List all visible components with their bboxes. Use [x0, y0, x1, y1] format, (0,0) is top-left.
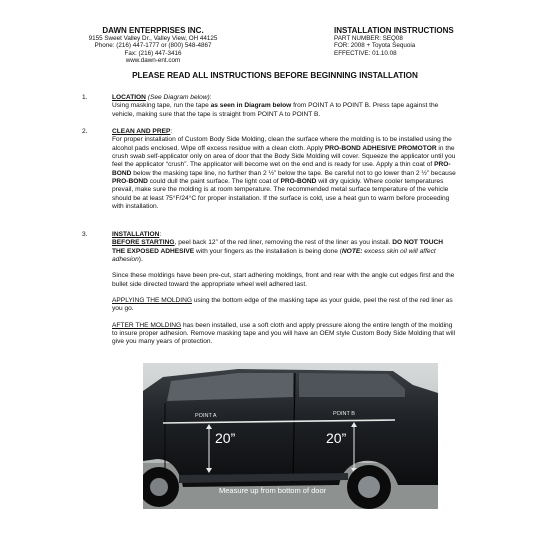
- section-number: 2.: [82, 128, 88, 135]
- section-body: Using masking tape, run the tape as seen in Diagram below from POINT A to POINT B. Press tape against the vehicle, making sure that the tape is straight from POINT A to POINT B.: [112, 102, 439, 118]
- company-header: [48, 26, 258, 65]
- section-installation: [82, 231, 458, 347]
- section-clean-prep: [82, 128, 458, 211]
- measure-right-label: 20”: [326, 430, 347, 446]
- section-heading-line: CLEAN AND PREP:: [112, 128, 173, 135]
- document-info: [334, 26, 524, 57]
- company-fax: Fax: (216) 447-3416: [124, 49, 182, 57]
- section-heading: LOCATION: [112, 94, 146, 101]
- section-body: For proper installation of Custom Body Side Molding, clean the surface where the molding is to be installed using the alcohol pads enclosed. Wipe off excess residue with a clean cloth. Apply PRO-BOND ADHESIVE PROMOTOR in the crush swab self-applicator only on area of door that the Body Side Molding will cover. Squeeze the applicator until you feel the applicator “crush”. The applicator will become wet on the end and is ready for use. Apply a thin coat of PRO-BOND below the masking tape line, no further than 2 ½” below the tape. Be careful not to go lower than 2 ½” because PRO-BOND could dull the paint surface. The light coat of PRO-BOND will dry quickly. Where cooler temperatures prevail, make sure the molding is at room temperature. The recommended metal surface temperature of the vehicle should be at least 75°F/24°C for proper installation. If the surface is cold, use a heat gun to warm before proceeding with installation.: [112, 136, 456, 211]
- document-title: INSTALLATION INSTRUCTIONS: [334, 26, 454, 35]
- section-number: 1.: [82, 94, 88, 101]
- vehicle-diagram-photo: [143, 363, 438, 509]
- company-address: 9155 Sweet Valley Dr., Valley View, OH 44125: [88, 35, 218, 42]
- applying-paragraph: APPLYING THE MOLDING using the bottom edge of the masking tape as your guide, peel the rest of the red liner as you go.: [112, 297, 453, 313]
- section-heading-line: INSTALLATION:: [112, 231, 162, 238]
- section-heading: INSTALLATION: [112, 231, 160, 238]
- company-phone: Phone: (216) 447-1777 or (800) 548-4867: [94, 42, 212, 50]
- company-website: www.dawn-ent.com: [125, 57, 181, 65]
- vehicle-fitment: FOR: 2008 + Toyota Sequoia: [334, 42, 416, 50]
- measure-left-label: 20”: [215, 430, 236, 446]
- company-name: DAWN ENTERPRISES INC.: [102, 26, 204, 35]
- section-number: 3.: [82, 231, 88, 238]
- point-a-label: POINT A: [195, 413, 217, 419]
- main-title: PLEASE READ ALL INSTRUCTIONS BEFORE BEGINNING INSTALLATION: [132, 71, 418, 80]
- heading-note: (See Diagram below): [147, 94, 210, 101]
- before-starting-paragraph: BEFORE STARTING, peel back 12” of the red liner, removing the rest of the liner as you install. DO NOT TOUCH THE EXPOSED ADHESIVE with your fingers as the installation is being done (NOTE: excess skin oil will affect adhesion).: [112, 239, 444, 264]
- rear-window: [299, 373, 405, 397]
- point-b-label: POINT B: [333, 411, 355, 417]
- section-location: [82, 94, 458, 119]
- vehicle-side-illustration: [143, 363, 438, 509]
- precut-paragraph: Since these moldings have been pre-cut, start adhering moldings, front and rear with the angle cut edges first and the bullet side directed toward the appropriate wheel well adhered last.: [112, 272, 455, 288]
- after-paragraph: AFTER THE MOLDING has been installed, use a soft cloth and apply pressure along the entire length of the molding to insure proper adhesion. Remove masking tape and you will have an OEM style Custom Body Side Molding that will give you many years of protection.: [112, 321, 456, 346]
- section-heading-line: LOCATION (See Diagram below):: [112, 94, 212, 101]
- part-number: PART NUMBER: SEQ08: [334, 35, 403, 42]
- photo-caption: Measure up from bottom of door: [219, 486, 327, 495]
- effective-date: EFFECTIVE: 01.10.08: [334, 49, 397, 57]
- section-heading: CLEAN AND PREP: [112, 128, 171, 135]
